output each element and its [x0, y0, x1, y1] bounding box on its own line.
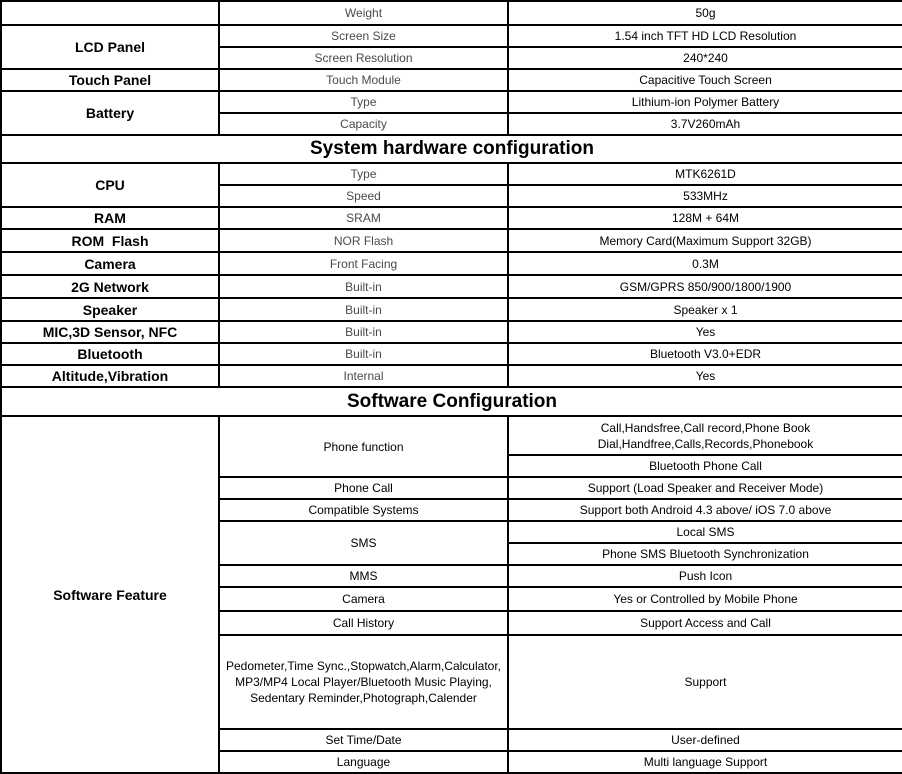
value-apps: Support: [508, 635, 902, 729]
row-battery-type: [1, 91, 902, 113]
label-screen-resolution: Screen Resolution: [219, 47, 508, 69]
category-mic-sensor-nfc: MIC,3D Sensor, NFC: [1, 321, 219, 343]
row-section-software: [1, 387, 902, 416]
category-touch-panel: Touch Panel: [1, 69, 219, 91]
value-camera-sw: Yes or Controlled by Mobile Phone: [508, 587, 902, 611]
category-speaker: Speaker: [1, 298, 219, 321]
label-apps-line-1: Pedometer,Time Sync.,Stopwatch,Alarm,Calculator,: [225, 659, 501, 673]
label-compatible-systems: Compatible Systems: [219, 499, 508, 521]
value-compatible-systems: Support both Android 4.3 above/ iOS 7.0 above: [508, 499, 902, 521]
label-call-history: Call History: [219, 611, 508, 635]
label-battery-type: Type: [219, 91, 508, 113]
value-2g-network: GSM/GPRS 850/900/1800/1900: [508, 275, 902, 298]
value-altitude-vibration: Yes: [508, 365, 902, 387]
value-bluetooth: Bluetooth V3.0+EDR: [508, 343, 902, 365]
value-speaker: Speaker x 1: [508, 298, 902, 321]
label-ram: SRAM: [219, 207, 508, 229]
row-weight: [1, 1, 902, 25]
label-apps: [219, 635, 508, 729]
value-bluetooth-phone-call: Bluetooth Phone Call: [508, 455, 902, 477]
value-mic-sensor-nfc: Yes: [508, 321, 902, 343]
row-ram: [1, 207, 902, 229]
value-set-time: User-defined: [508, 729, 902, 751]
label-set-time: Set Time/Date: [219, 729, 508, 751]
label-rom-flash: NOR Flash: [219, 229, 508, 252]
category-ram: RAM: [1, 207, 219, 229]
label-camera-sw: Camera: [219, 587, 508, 611]
row-altitude-vibration: [1, 365, 902, 387]
label-phone-call: Phone Call: [219, 477, 508, 499]
label-language: Language: [219, 751, 508, 773]
value-phone-function: [508, 416, 902, 455]
label-screen-size: Screen Size: [219, 25, 508, 47]
label-altitude-vibration: Internal: [219, 365, 508, 387]
category-altitude-vibration: Altitude,Vibration: [1, 365, 219, 387]
section-title-software: Software Configuration: [1, 387, 902, 416]
label-cpu-speed: Speed: [219, 185, 508, 207]
value-phone-function-line-1: Call,Handsfree,Call record,Phone Book: [600, 420, 811, 435]
value-screen-resolution: 240*240: [508, 47, 902, 69]
label-mms: MMS: [219, 565, 508, 587]
label-mic-sensor-nfc: Built-in: [219, 321, 508, 343]
category-rom-flash: ROM Flash: [1, 229, 219, 252]
category-bluetooth: Bluetooth: [1, 343, 219, 365]
value-battery-capacity: 3.7V260mAh: [508, 113, 902, 135]
label-battery-capacity: Capacity: [219, 113, 508, 135]
category-camera-hw: Camera: [1, 252, 219, 275]
row-speaker: [1, 298, 902, 321]
value-touch-module: Capacitive Touch Screen: [508, 69, 902, 91]
category-lcd-panel: LCD Panel: [1, 25, 219, 69]
value-language: Multi language Support: [508, 751, 902, 773]
row-cpu-type: [1, 163, 902, 185]
row-bluetooth: [1, 343, 902, 365]
value-mms: Push Icon: [508, 565, 902, 587]
value-phone-function-line-2: Dial,Handfree,Calls,Records,Phonebook: [597, 436, 814, 451]
row-touch-panel: [1, 69, 902, 91]
row-screen-size: [1, 25, 902, 47]
label-bluetooth: Built-in: [219, 343, 508, 365]
category-cpu: CPU: [1, 163, 219, 207]
category-battery: Battery: [1, 91, 219, 135]
value-weight: 50g: [508, 1, 902, 25]
value-phone-call: Support (Load Speaker and Receiver Mode): [508, 477, 902, 499]
value-cpu-type: MTK6261D: [508, 163, 902, 185]
label-apps-line-3: Sedentary Reminder,Photograph,Calender: [250, 691, 477, 705]
label-phone-function: Phone function: [219, 416, 508, 477]
category-blank: [1, 1, 219, 25]
label-cpu-type: Type: [219, 163, 508, 185]
value-screen-size: 1.54 inch TFT HD LCD Resolution: [508, 25, 902, 47]
row-camera-hw: [1, 252, 902, 275]
category-software-feature: Software Feature: [1, 416, 219, 773]
label-weight: Weight: [219, 1, 508, 25]
label-apps-line-2: MP3/MP4 Local Player/Bluetooth Music Playing,: [235, 675, 492, 689]
value-sms-local: Local SMS: [508, 521, 902, 543]
section-title-hardware: System hardware configuration: [1, 135, 902, 163]
row-2g-network: [1, 275, 902, 298]
value-sms-sync: Phone SMS Bluetooth Synchronization: [508, 543, 902, 565]
row-section-hardware: [1, 135, 902, 163]
value-battery-type: Lithium-ion Polymer Battery: [508, 91, 902, 113]
label-touch-module: Touch Module: [219, 69, 508, 91]
value-ram: 128M + 64M: [508, 207, 902, 229]
category-2g-network: 2G Network: [1, 275, 219, 298]
label-sms: SMS: [219, 521, 508, 565]
row-phone-function: [1, 416, 902, 455]
value-rom-flash: Memory Card(Maximum Support 32GB): [508, 229, 902, 252]
value-camera-hw: 0.3M: [508, 252, 902, 275]
label-camera-hw: Front Facing: [219, 252, 508, 275]
label-2g-network: Built-in: [219, 275, 508, 298]
label-speaker: Built-in: [219, 298, 508, 321]
value-cpu-speed: 533MHz: [508, 185, 902, 207]
row-rom-flash: [1, 229, 902, 252]
value-call-history: Support Access and Call: [508, 611, 902, 635]
row-mic-sensor-nfc: [1, 321, 902, 343]
